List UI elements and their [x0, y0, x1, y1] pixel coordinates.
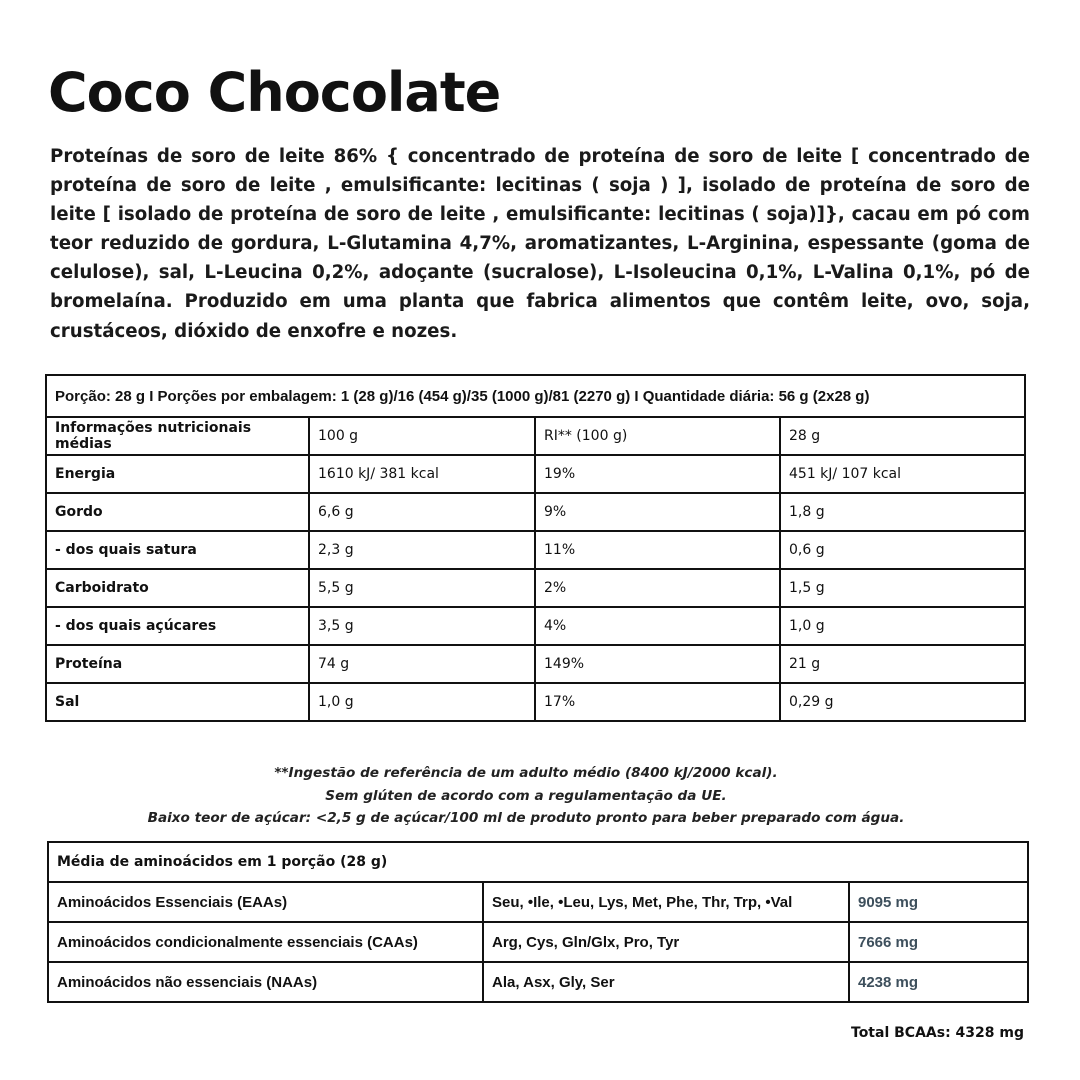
- amino-header-row: [48, 842, 1028, 882]
- value-100g: 1610 kJ/ 381 kcal: [309, 455, 535, 493]
- value-ri: 4%: [535, 607, 780, 645]
- value-ri: 17%: [535, 683, 780, 721]
- footnotes: [0, 762, 1052, 830]
- value-100g: 2,3 g: [309, 531, 535, 569]
- nutrient-label: Carboidrato: [46, 569, 309, 607]
- value-100g: 6,6 g: [309, 493, 535, 531]
- amino-amount: 9095 mg: [849, 882, 1028, 922]
- nutrient-label: Proteína: [46, 645, 309, 683]
- nutrition-row: [46, 607, 1025, 645]
- value-28g: 21 g: [780, 645, 1025, 683]
- portion-info: Porção: 28 g I Porções por embalagem: 1 (28 g)/16 (454 g)/35 (1000 g)/81 (2270 g) I Quantidade diária: 56 g (2x28 g): [46, 375, 1025, 417]
- nutrition-row: [46, 493, 1025, 531]
- nutrient-label: Sal: [46, 683, 309, 721]
- product-title: Coco Chocolate: [48, 61, 501, 124]
- value-28g: 0,29 g: [780, 683, 1025, 721]
- value-28g: 1,8 g: [780, 493, 1025, 531]
- value-28g: 451 kJ/ 107 kcal: [780, 455, 1025, 493]
- value-28g: 1,5 g: [780, 569, 1025, 607]
- nutrient-label: Gordo: [46, 493, 309, 531]
- amino-list: Seu, •Ile, •Leu, Lys, Met, Phe, Thr, Trp, •Val: [483, 882, 849, 922]
- amino-category: Aminoácidos Essenciais (EAAs): [48, 882, 483, 922]
- amino-header: Média de aminoácidos em 1 porção (28 g): [48, 842, 1028, 882]
- value-100g: 3,5 g: [309, 607, 535, 645]
- header-cell: 100 g: [309, 417, 535, 455]
- total-bcaa: Total BCAAs: 4328 mg: [851, 1025, 1024, 1041]
- nutrition-row: [46, 455, 1025, 493]
- gluten-free-note: Sem glúten de acordo com a regulamentação da UE.: [325, 787, 727, 804]
- nutrient-label: Energia: [46, 455, 309, 493]
- amino-row: [48, 922, 1028, 962]
- value-100g: 1,0 g: [309, 683, 535, 721]
- amino-amount: 4238 mg: [849, 962, 1028, 1002]
- amino-acid-table: [47, 841, 1029, 1003]
- value-28g: 1,0 g: [780, 607, 1025, 645]
- value-28g: 0,6 g: [780, 531, 1025, 569]
- nutrition-header-row: [46, 417, 1025, 455]
- value-100g: 5,5 g: [309, 569, 535, 607]
- value-ri: 2%: [535, 569, 780, 607]
- nutrient-label: - dos quais satura: [46, 531, 309, 569]
- nutrition-row: [46, 683, 1025, 721]
- amino-amount: 7666 mg: [849, 922, 1028, 962]
- header-cell: RI** (100 g): [535, 417, 780, 455]
- reference-intake-note: **Ingestão de referência de um adulto médio (8400 kJ/2000 kcal).: [274, 765, 778, 781]
- amino-row: [48, 882, 1028, 922]
- portion-row: [46, 375, 1025, 417]
- nutrition-row: [46, 531, 1025, 569]
- nutrition-row: [46, 569, 1025, 607]
- value-100g: 74 g: [309, 645, 535, 683]
- amino-category: Aminoácidos não essenciais (NAAs): [48, 962, 483, 1002]
- low-sugar-note: Baixo teor de açúcar: <2,5 g de açúcar/100 ml de produto pronto para beber preparado com água.: [147, 810, 905, 826]
- value-ri: 9%: [535, 493, 780, 531]
- nutrition-table: [45, 374, 1026, 722]
- amino-row: [48, 962, 1028, 1002]
- header-cell: Informações nutricionais médias: [46, 417, 309, 455]
- amino-category: Aminoácidos condicionalmente essenciais (CAAs): [48, 922, 483, 962]
- ingredients-text: Proteínas de soro de leite 86% { concentrado de proteína de soro de leite [ concentrado de proteína de soro de leite , emulsificante: lecitinas ( soja ) ], isolado de proteína de soro de leite [ isolado de proteína de soro de leite , emulsificante: lecitinas ( soja)]}, cacau em pó com teor reduzido de gordura, L-Glutamina 4,7%, aromatizantes, L-Arginina, espessante (goma de celulose), sal, L-Leucina 0,2%, adoçante (sucralose), L-Isoleucina 0,1%, L-Valina 0,1%, pó de bromelaína. Produzido em uma planta que fabrica alimentos que contêm leite, ovo, soja, crustáceos, dióxido de enxofre e nozes.: [50, 146, 1030, 342]
- value-ri: 149%: [535, 645, 780, 683]
- nutrition-row: [46, 645, 1025, 683]
- amino-list: Arg, Cys, Gln/Glx, Pro, Tyr: [483, 922, 849, 962]
- nutrient-label: - dos quais açúcares: [46, 607, 309, 645]
- value-ri: 11%: [535, 531, 780, 569]
- amino-list: Ala, Asx, Gly, Ser: [483, 962, 849, 1002]
- header-cell: 28 g: [780, 417, 1025, 455]
- value-ri: 19%: [535, 455, 780, 493]
